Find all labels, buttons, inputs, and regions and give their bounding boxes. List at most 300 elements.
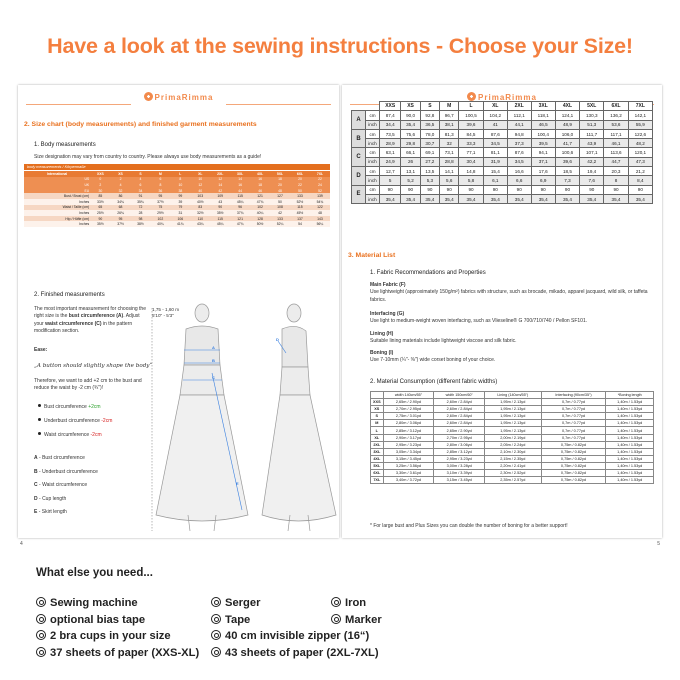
bm-row-label: US	[24, 177, 90, 183]
mc-size-label: 2XL	[371, 441, 384, 448]
size-cell: 8	[604, 176, 628, 185]
size-header-cell: 4XL	[555, 102, 579, 111]
size-row	[352, 176, 653, 185]
sewing-icon	[331, 597, 341, 607]
bm-cell: 50	[270, 199, 290, 205]
size-cell: 44,1	[507, 120, 531, 129]
need-item-label: Serger	[225, 597, 261, 609]
size-cell: 78,0	[420, 129, 439, 138]
legend-key: C	[34, 482, 38, 488]
bm-cell: 52½	[290, 199, 310, 205]
ease-bullet	[38, 432, 102, 439]
bm-row-label: EU	[24, 188, 90, 194]
bm-cell: 31	[170, 210, 190, 216]
bm-cell: 54¾	[310, 199, 330, 205]
size-cell: 122,6	[628, 129, 652, 138]
bm-cell: 2	[111, 177, 131, 183]
size-cell: 30,7	[420, 139, 439, 148]
bm-cell: 103	[190, 193, 210, 199]
bm-header-cell: 3XL	[230, 171, 250, 177]
headline: Have a look at the sewing instructions - Choose your Size!	[47, 34, 633, 58]
size-cell: 48,9	[555, 120, 579, 129]
bm-cell: 43¼	[190, 221, 210, 227]
bm-cell: 127	[270, 193, 290, 199]
material-consumption-table	[370, 391, 654, 484]
size-cell: 43,9	[580, 139, 604, 148]
size-cell: 32	[440, 139, 459, 148]
size-row-label: C	[352, 148, 366, 167]
sewing-icon	[211, 630, 221, 640]
size-cell: 8,4	[628, 176, 652, 185]
bm-cell: 16	[250, 177, 270, 183]
svg-text:A: A	[212, 345, 215, 350]
mc-cell: 0,75m / 0.82yd	[541, 470, 606, 477]
bm-cell: 54	[290, 221, 310, 227]
bm-cell: 48	[310, 210, 330, 216]
size-cell: 6,9	[531, 176, 555, 185]
mc-cell: 1,95m / 2.13yd	[485, 420, 542, 427]
size-cell: 14,1	[440, 167, 459, 176]
svg-text:B: B	[212, 358, 215, 363]
bm-cell: 90	[90, 216, 110, 222]
size-cell: 130,3	[580, 111, 604, 120]
size-cell: 120,1	[628, 148, 652, 157]
size-cell: 5,3	[420, 176, 439, 185]
size-cell: 38,1	[440, 120, 459, 129]
bm-cell: 43	[210, 199, 230, 205]
mc-cell: 1,40m / 1.53yd	[606, 448, 654, 455]
mc-row	[371, 413, 654, 420]
size-cell: 39,5	[531, 139, 555, 148]
size-cell: 37,3	[507, 139, 531, 148]
legend-item	[34, 469, 98, 476]
size-cell: 34,5	[507, 157, 531, 166]
size-cell: 69,1	[420, 148, 439, 157]
bm-cell: 32	[111, 188, 131, 194]
page-5	[342, 85, 662, 547]
bm-cell: 44	[230, 188, 250, 194]
bm-cell: 6	[130, 182, 150, 188]
bm-header-cell: XXS	[90, 171, 110, 177]
size-cell: 77,1	[459, 148, 483, 157]
finished-text-part: . Adjust your	[34, 313, 140, 327]
size-cell: 20,3	[604, 167, 628, 176]
bm-cell: 25½	[90, 210, 110, 216]
mc-cell: 2,75m / 3.01yd	[383, 413, 434, 420]
mc-header-cell: Interfacing (90cm/35")	[541, 392, 606, 399]
bm-cell: 83	[190, 205, 210, 211]
mc-cell: 2,70m / 2.95yd	[434, 434, 485, 441]
mc-cell: 1,95m / 2.13yd	[485, 413, 542, 420]
bm-cell: 50½	[250, 221, 270, 227]
bm-cell: 14	[210, 182, 230, 188]
bm-row-label: Bust / Brust (cm)	[24, 193, 90, 199]
bm-cell: 65	[90, 205, 110, 211]
legend-text: - Waist circumference	[37, 482, 88, 488]
legend-item	[34, 455, 85, 462]
bm-cell: 18	[270, 177, 290, 183]
mc-row	[371, 448, 654, 455]
mc-row	[371, 462, 654, 469]
bm-cell: 38½	[130, 221, 150, 227]
bm-cell: 56¼	[310, 221, 330, 227]
bm-cell: 52	[310, 188, 330, 194]
bm-cell: 45¼	[210, 221, 230, 227]
lining-text: Suitable lining materials include lightweight viscose and silk fabric.	[370, 338, 517, 345]
size-header-cell: XL	[483, 102, 507, 111]
bm-row-label: Inches	[24, 199, 90, 205]
size-cell: 113,6	[604, 148, 628, 157]
need-item	[211, 630, 369, 642]
need-title: What else you need...	[36, 567, 153, 579]
mc-cell: 0,7m / 0.77yd	[541, 434, 606, 441]
bm-row-label: Waist / Taille (cm)	[24, 205, 90, 211]
need-item-label: Sewing machine	[50, 597, 138, 609]
bm-cell: 95	[111, 216, 131, 222]
mc-cell: 1,40m / 1.53yd	[606, 470, 654, 477]
mc-header-row	[371, 392, 654, 399]
bm-cell: 28	[130, 210, 150, 216]
bm-header-cell: L	[170, 171, 190, 177]
size-cell: 7,6	[580, 176, 604, 185]
finished-measurements-text	[34, 306, 146, 336]
bm-cell: 2	[90, 182, 110, 188]
size-cell: 66,1	[401, 148, 420, 157]
size-cell: 90	[580, 185, 604, 194]
size-cell: 27,2	[420, 157, 439, 166]
need-item-label: optional bias tape	[50, 613, 146, 626]
size-cell: 34,4	[380, 120, 401, 129]
mc-cell: 3,15m / 3.45yd	[383, 455, 434, 462]
size-cell: 111,7	[580, 129, 604, 138]
bm-cell: 0	[90, 177, 110, 183]
mc-cell: 0,7m / 0.77yd	[541, 420, 606, 427]
bm-cell: 35¾	[130, 199, 150, 205]
size-row	[352, 157, 653, 166]
bm-cell: 72	[130, 205, 150, 211]
size-unit: cm	[366, 148, 380, 157]
sewing-icon	[36, 647, 46, 657]
bm-cell: 85	[90, 193, 110, 199]
brand-line-left	[26, 104, 131, 105]
bm-cell: 106	[170, 216, 190, 222]
need-item-label: Iron	[345, 597, 367, 609]
size-cell: 12,7	[380, 167, 401, 176]
size-cell: 107,1	[580, 148, 604, 157]
interfacing-label: Interfacing (G)	[370, 311, 405, 317]
size-cell: 5	[380, 176, 401, 185]
bullet-label: Bust circumference	[44, 404, 89, 410]
need-item-label: 37 sheets of paper (XXS-XL)	[50, 646, 200, 659]
ease-quote: „A button should slightly shape the body“	[34, 363, 153, 369]
bm-cell: 34	[130, 188, 150, 194]
size-cell: 37,1	[531, 157, 555, 166]
mc-cell: 2,60m / 2.84yd	[434, 406, 485, 413]
legend-text: - Cup length	[37, 495, 67, 502]
mc-cell: 0,7m / 0.77yd	[541, 406, 606, 413]
bm-cell: 122	[310, 205, 330, 211]
mc-cell: 0,75m / 0.82yd	[541, 441, 606, 448]
boning-block	[370, 350, 654, 365]
size-cell: 44,7	[604, 157, 628, 166]
lining-label: Lining (H)	[370, 331, 394, 337]
mc-row	[371, 434, 654, 441]
size-cell: 5,6	[440, 176, 459, 185]
size-header-cell: XS	[401, 102, 420, 111]
bm-cell: 35½	[210, 210, 230, 216]
bm-header-cell: M	[150, 171, 170, 177]
body-measurements-bar: body measurements / Körpermaße	[24, 164, 330, 170]
bm-cell: 14	[230, 177, 250, 183]
bm-cell: 45¼	[230, 199, 250, 205]
size-row	[352, 120, 653, 129]
size-cell: 63,1	[380, 148, 401, 157]
size-cell: 21,2	[628, 167, 652, 176]
size-cell: 90	[628, 185, 652, 194]
size-row-label: A	[352, 111, 366, 130]
mc-header-cell: width 140cm/55"	[383, 392, 434, 399]
size-cell: 30,4	[459, 157, 483, 166]
sewing-icon	[36, 630, 46, 640]
bm-cell: 50	[290, 188, 310, 194]
legend-item	[34, 482, 87, 489]
finished-text-part: waist circumference (C)	[45, 320, 102, 327]
size-cell: 39,6	[555, 157, 579, 166]
lining-block	[370, 331, 654, 346]
bm-cell: 139	[310, 193, 330, 199]
bm-cell: 37½	[111, 221, 131, 227]
mc-cell: 0,75m / 0.82yd	[541, 477, 606, 484]
mc-cell: 1,40m / 1.53yd	[606, 434, 654, 441]
size-unit: inch	[366, 194, 380, 203]
size-unit: cm	[366, 111, 380, 120]
size-cell: 75,6	[401, 129, 420, 138]
need-item	[331, 614, 382, 626]
interfacing-block	[370, 311, 654, 326]
size-unit: cm	[366, 129, 380, 138]
mc-cell: 0,75m / 0.82yd	[541, 448, 606, 455]
size-row-label: D	[352, 167, 366, 186]
size-cell: 6,1	[483, 176, 507, 185]
size-cell: 14,8	[459, 167, 483, 176]
size-cell: 33,3	[459, 139, 483, 148]
bm-header-cell: International	[24, 171, 90, 177]
sewing-icon	[36, 614, 46, 624]
size-cell: 36,5	[420, 120, 439, 129]
size-unit: inch	[366, 139, 380, 148]
size-cell: 124,1	[555, 111, 579, 120]
size-cell: 51,3	[580, 120, 604, 129]
bm-row-label: Hip / Hüfte (cm)	[24, 216, 90, 222]
bm-cell: 143	[310, 216, 330, 222]
mc-cell: 1,40m / 1.53yd	[606, 477, 654, 484]
mc-cell: 2,90m / 3.17yd	[383, 434, 434, 441]
size-row	[352, 111, 653, 120]
bm-cell: 34¾	[111, 199, 131, 205]
bullet-label: Waist circumference	[44, 432, 91, 438]
mc-header-cell: *Boning length	[606, 392, 654, 399]
bm-row	[24, 221, 330, 227]
size-cell: 55,9	[628, 120, 652, 129]
height-label-metric: 1,75 - 1,60 m	[152, 307, 180, 312]
size-cell: 100,5	[459, 111, 483, 120]
bullet-value: -2cm	[90, 432, 102, 438]
size-cell: 90,0	[401, 111, 420, 120]
mc-cell: 0,7m / 0.77yd	[541, 413, 606, 420]
bm-cell: 29½	[150, 210, 170, 216]
sewing-icon	[36, 597, 46, 607]
mc-row	[371, 441, 654, 448]
main-fabric-label: Main Fabric (F)	[370, 282, 406, 288]
mc-cell: 1,40m / 1.53yd	[606, 413, 654, 420]
body-measurements-title: 1. Body measurements	[34, 142, 96, 148]
size-cell: 5,8	[459, 176, 483, 185]
size-cell: 5,2	[401, 176, 420, 185]
legend-text: - Underbust circumference	[37, 468, 98, 475]
size-cell: 73,5	[380, 129, 401, 138]
mc-cell: 3,30m / 3.61yd	[383, 470, 434, 477]
mc-cell: 2,30m / 2.52yd	[485, 470, 542, 477]
need-item	[36, 630, 171, 642]
size-header-cell: S	[420, 102, 439, 111]
size-cell: 35,4	[401, 194, 420, 203]
size-header-cell: 6XL	[604, 102, 628, 111]
footnote: * For large bust and Plus Sizes you can double the number of boning for a better support!	[370, 523, 568, 529]
size-cell: 100,4	[531, 129, 555, 138]
size-cell: 13,1	[401, 167, 420, 176]
brand-logo	[18, 92, 339, 102]
finished-size-table	[351, 101, 653, 204]
bm-cell: 110	[190, 216, 210, 222]
size-cell: 87,6	[483, 129, 507, 138]
size-unit: inch	[366, 120, 380, 129]
mc-size-label: XS	[371, 406, 384, 413]
mc-cell: 1,40m / 1.53yd	[606, 420, 654, 427]
size-cell: 73,1	[440, 148, 459, 157]
mc-cell: 1,95m / 2.13yd	[485, 406, 542, 413]
size-cell: 90	[507, 185, 531, 194]
size-cell: 35,4	[440, 194, 459, 203]
bm-cell: 20	[290, 177, 310, 183]
bm-cell: 96	[230, 205, 250, 211]
size-row	[352, 148, 653, 157]
mc-cell: 2,80m / 3.06yd	[434, 441, 485, 448]
mc-size-label: 4XL	[371, 455, 384, 462]
size-cell: 7,3	[555, 176, 579, 185]
mc-size-label: 3XL	[371, 448, 384, 455]
bm-cell: 4	[130, 177, 150, 183]
bm-cell: 79	[170, 205, 190, 211]
bm-cell: 121	[250, 193, 270, 199]
need-item	[211, 597, 260, 609]
finished-text-part: in the pattern modification section.	[34, 320, 133, 335]
size-cell: 118,1	[531, 111, 555, 120]
size-cell: 90	[483, 185, 507, 194]
bm-cell: 52¼	[270, 221, 290, 227]
side-figure	[262, 304, 336, 531]
legend-item	[34, 509, 67, 516]
size-cell: 31,9	[483, 157, 507, 166]
consumption-title: 2. Material Consumption (different fabric widths)	[370, 379, 498, 385]
mc-size-label: 5XL	[371, 462, 384, 469]
size-cell: 19,4	[580, 167, 604, 176]
size-cell: 87,4	[380, 111, 401, 120]
bm-cell: 115	[210, 216, 230, 222]
bm-cell: 32½	[190, 210, 210, 216]
bm-cell: 4	[111, 182, 131, 188]
bm-cell: 99	[170, 193, 190, 199]
size-cell: 136,2	[604, 111, 628, 120]
size-header-row	[352, 102, 653, 111]
svg-text:E: E	[236, 481, 239, 486]
size-cell: 35,4	[483, 194, 507, 203]
bm-cell: 47¾	[230, 221, 250, 227]
need-item	[36, 597, 138, 609]
bullet-dot	[38, 404, 41, 407]
need-item	[36, 614, 145, 626]
bm-cell: 137	[290, 216, 310, 222]
bm-cell: 47¾	[250, 199, 270, 205]
size-cell: 28,8	[440, 157, 459, 166]
brand-name: PrimaRimma	[154, 93, 214, 102]
bm-cell: 40¼	[250, 210, 270, 216]
size-cell: 35,4	[380, 194, 401, 203]
size-cell: 35,4	[420, 194, 439, 203]
size-unit: cm	[366, 167, 380, 176]
size-cell: 46,5	[531, 120, 555, 129]
size-cell: 87,6	[507, 148, 531, 157]
mc-cell: 1,95m / 2.13yd	[485, 399, 542, 406]
bm-cell: 33½	[90, 199, 110, 205]
size-cell: 90	[531, 185, 555, 194]
bm-header-cell: 7XL	[310, 171, 330, 177]
mc-cell: 0,75m / 0.82yd	[541, 455, 606, 462]
size-cell: 90	[380, 185, 401, 194]
bm-cell: 102	[250, 205, 270, 211]
bm-cell: 42	[270, 210, 290, 216]
bm-cell: 26¾	[111, 210, 131, 216]
size-cell: 90	[440, 185, 459, 194]
size-cell: 35,4	[555, 194, 579, 203]
mc-size-label: 6XL	[371, 470, 384, 477]
brand-name: PrimaRimma	[478, 93, 537, 102]
main-fabric-text: Use lightweight (approximately 150g/m²) fabrics with structure, such as brocade, mikado, apparel jacquard, wild silk, or taffeta fabrics.	[370, 289, 648, 303]
size-cell: 18,5	[555, 167, 579, 176]
sewing-icon	[211, 614, 221, 624]
mc-cell: 1,40m / 1.53yd	[606, 462, 654, 469]
bm-cell: 109	[210, 193, 230, 199]
mc-row	[371, 406, 654, 413]
mc-size-label: S	[371, 413, 384, 420]
mc-row	[371, 427, 654, 434]
bm-header-cell: XL	[190, 171, 210, 177]
mc-cell: 1,40m / 1.53yd	[606, 399, 654, 406]
size-unit: inch	[366, 157, 380, 166]
bm-cell: 45½	[290, 210, 310, 216]
mc-cell: 2,95m / 3.23yd	[434, 455, 485, 462]
size-cell: 90	[401, 185, 420, 194]
main-fabric-block	[370, 282, 654, 304]
size-cell: 15,4	[483, 167, 507, 176]
mc-cell: 1,40m / 1.53yd	[606, 427, 654, 434]
mc-cell: 2,05m / 2.24yd	[485, 441, 542, 448]
bm-header-cell: 5XL	[270, 171, 290, 177]
size-cell: 6,6	[507, 176, 531, 185]
svg-text:C: C	[212, 375, 215, 380]
need-item-label: Tape	[225, 613, 251, 626]
bm-cell: 39	[170, 199, 190, 205]
size-header-cell: XXS	[380, 102, 401, 111]
